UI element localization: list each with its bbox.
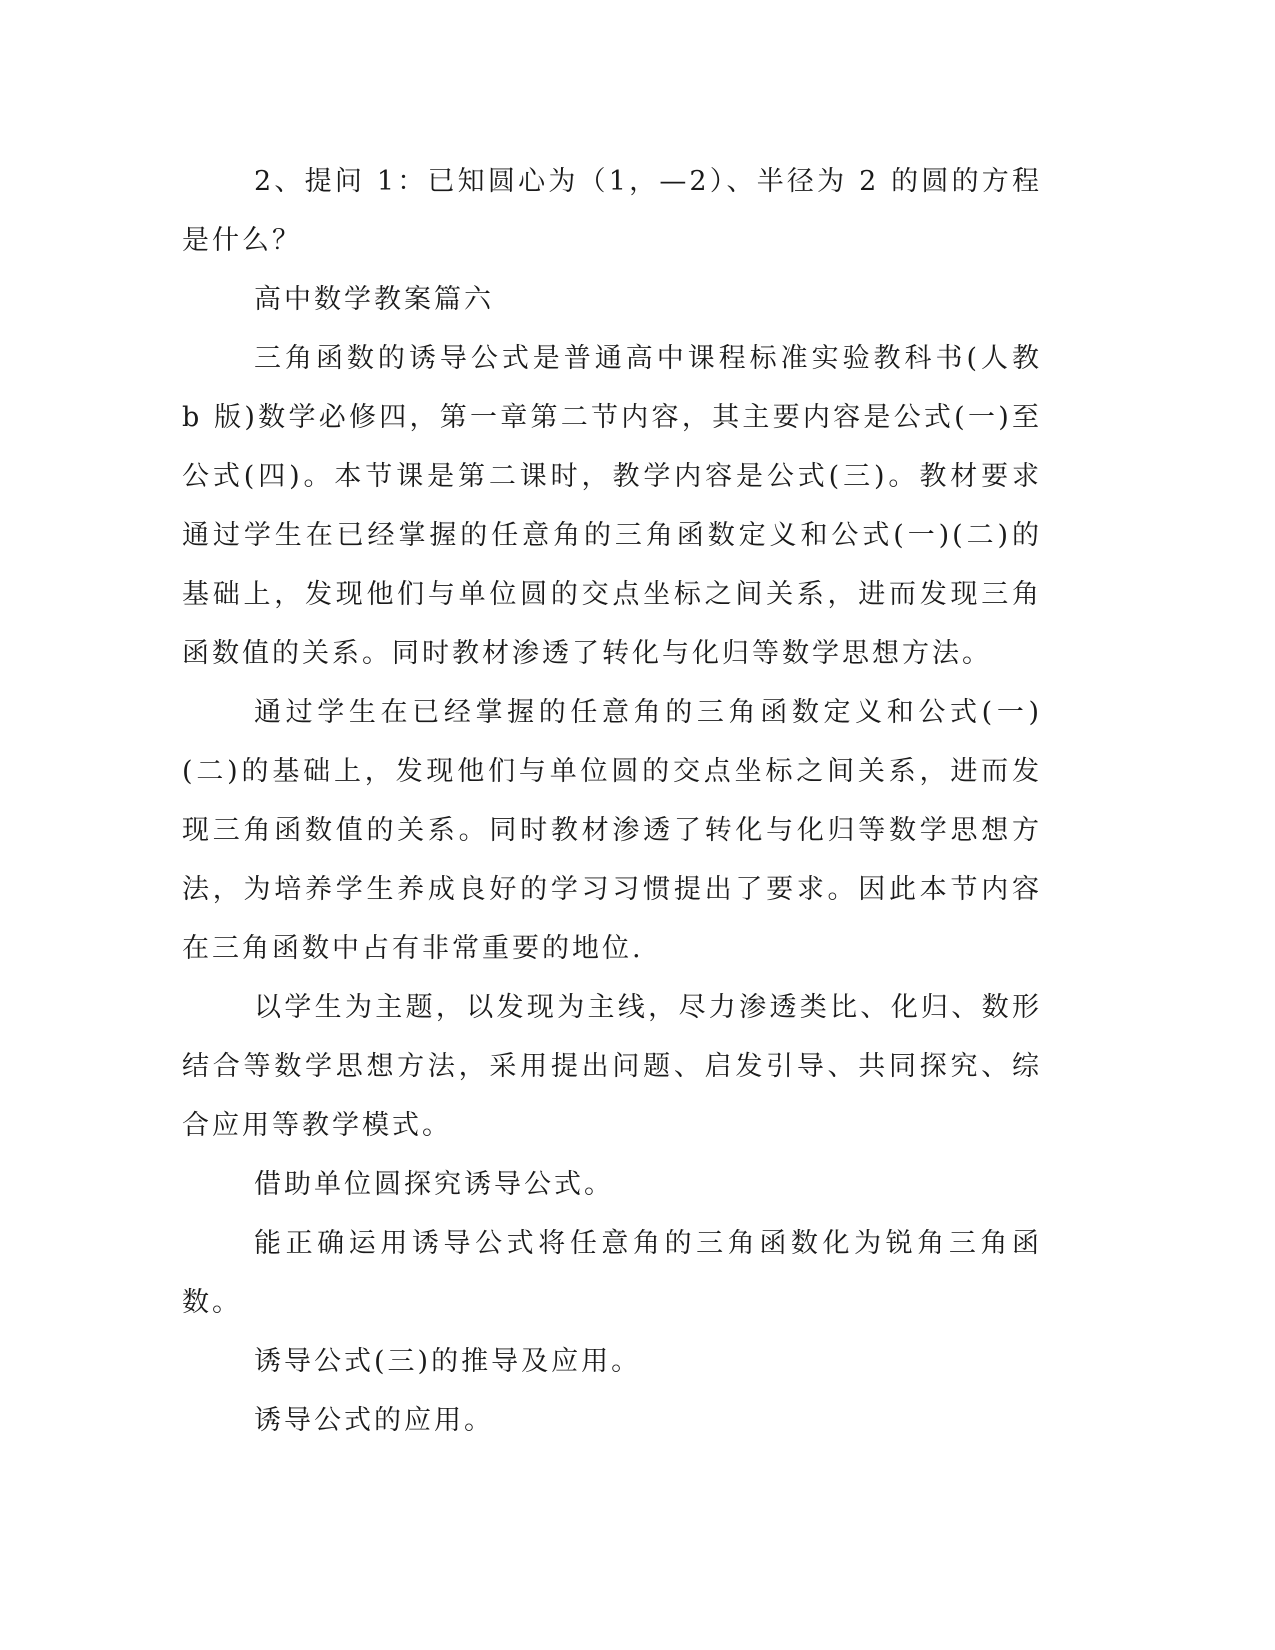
analysis-paragraph: 通过学生在已经掌握的任意角的三角函数定义和公式(一)(二)的基础上，发现他们与单位圆的交点坐标之间关系，进而发现三角函数值的关系。同时教材渗透了转化与化归等数学思想方法，为培养学生养成良好的学习习惯提出了要求。因此本节内容在三角函数中占有非常重要的地位. <box>182 697 1042 964</box>
intro-paragraph: 三角函数的诱导公式是普通高中课程标准实验教科书(人教 b 版)数学必修四，第一章第二节内容，其主要内容是公式(一)至公式(四)。本节课是第二课时，教学内容是公式(三)。教材要求通过学生在已经掌握的任意角的三角函数定义和公式(一)(二)的基础上，发现他们与单位圆的交点坐标之间关系，进而发现三角函数值的关系。同时教材渗透了转化与化归等数学思想方法。 <box>182 343 1042 669</box>
goal-paragraph: 借助单位圆探究诱导公式。 <box>254 1169 614 1200</box>
key-point-paragraph: 诱导公式(三)的推导及应用。 <box>254 1346 642 1377</box>
document-body <box>182 152 1042 1450</box>
question-paragraph: 2、提问 1：已知圆心为（1，—2）、半径为 2 的圆的方程是什么？ <box>182 166 1042 256</box>
difficulty-paragraph: 诱导公式的应用。 <box>254 1405 494 1436</box>
section-heading: 高中数学教案篇六 <box>254 284 494 315</box>
ability-paragraph: 能正确运用诱导公式将任意角的三角函数化为锐角三角函数。 <box>182 1228 1042 1318</box>
method-paragraph: 以学生为主题，以发现为主线，尽力渗透类比、化归、数形结合等数学思想方法，采用提出问题、启发引导、共同探究、综合应用等教学模式。 <box>182 992 1042 1141</box>
